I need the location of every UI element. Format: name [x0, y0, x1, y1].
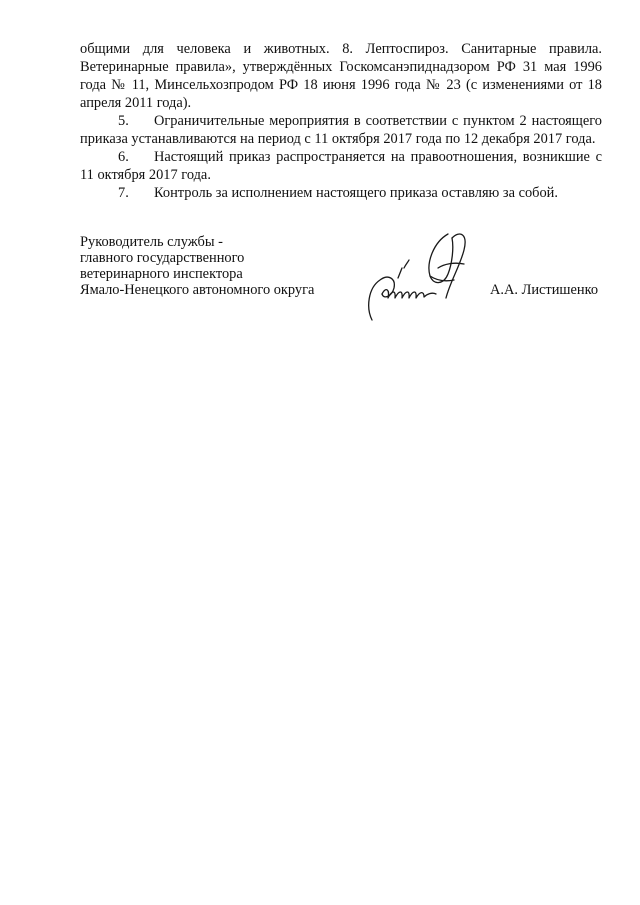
paragraph-number: 7. — [118, 185, 129, 201]
paragraph-item-6 — [80, 148, 602, 184]
position-line: ветеринарного инспектора — [80, 266, 243, 282]
paragraph-text: общими для человека и животных. 8. Лептоспироз. Санитарные правила. Ветеринарные правила», утверждённых Госкомсанэпиднадзором РФ 31 мая 1996 года № 11, Минсельхозпродом РФ 18 июня 1996 года № 23 (с изменениями от 18 апреля 2011 года). — [80, 41, 602, 111]
document-body — [80, 40, 602, 202]
paragraph-text: Настоящий приказ распространяется на правоотношения, возникшие с 11 октября 2017 года. — [80, 149, 602, 183]
signatory-position — [80, 234, 350, 298]
position-line: Руководитель службы - — [80, 234, 223, 250]
handwritten-signature — [364, 228, 484, 324]
position-line: Ямало-Ненецкого автономного округа — [80, 282, 315, 298]
paragraph-continuation — [80, 40, 602, 112]
paragraph-number: 5. — [118, 113, 129, 129]
paragraph-item-7 — [80, 184, 602, 202]
paragraph-text: Контроль за исполнением настоящего приказа оставляю за собой. — [154, 185, 558, 201]
paragraph-item-5 — [80, 112, 602, 148]
position-line: главного государственного — [80, 250, 245, 266]
paragraph-number: 6. — [118, 149, 129, 165]
signer-name: А.А. Листишенко — [490, 282, 599, 298]
paragraph-text: Ограничительные мероприятия в соответствии с пунктом 2 настоящего приказа устанавливаются на период с 11 октября 2017 года по 12 декабря 2017 года. — [80, 113, 602, 147]
